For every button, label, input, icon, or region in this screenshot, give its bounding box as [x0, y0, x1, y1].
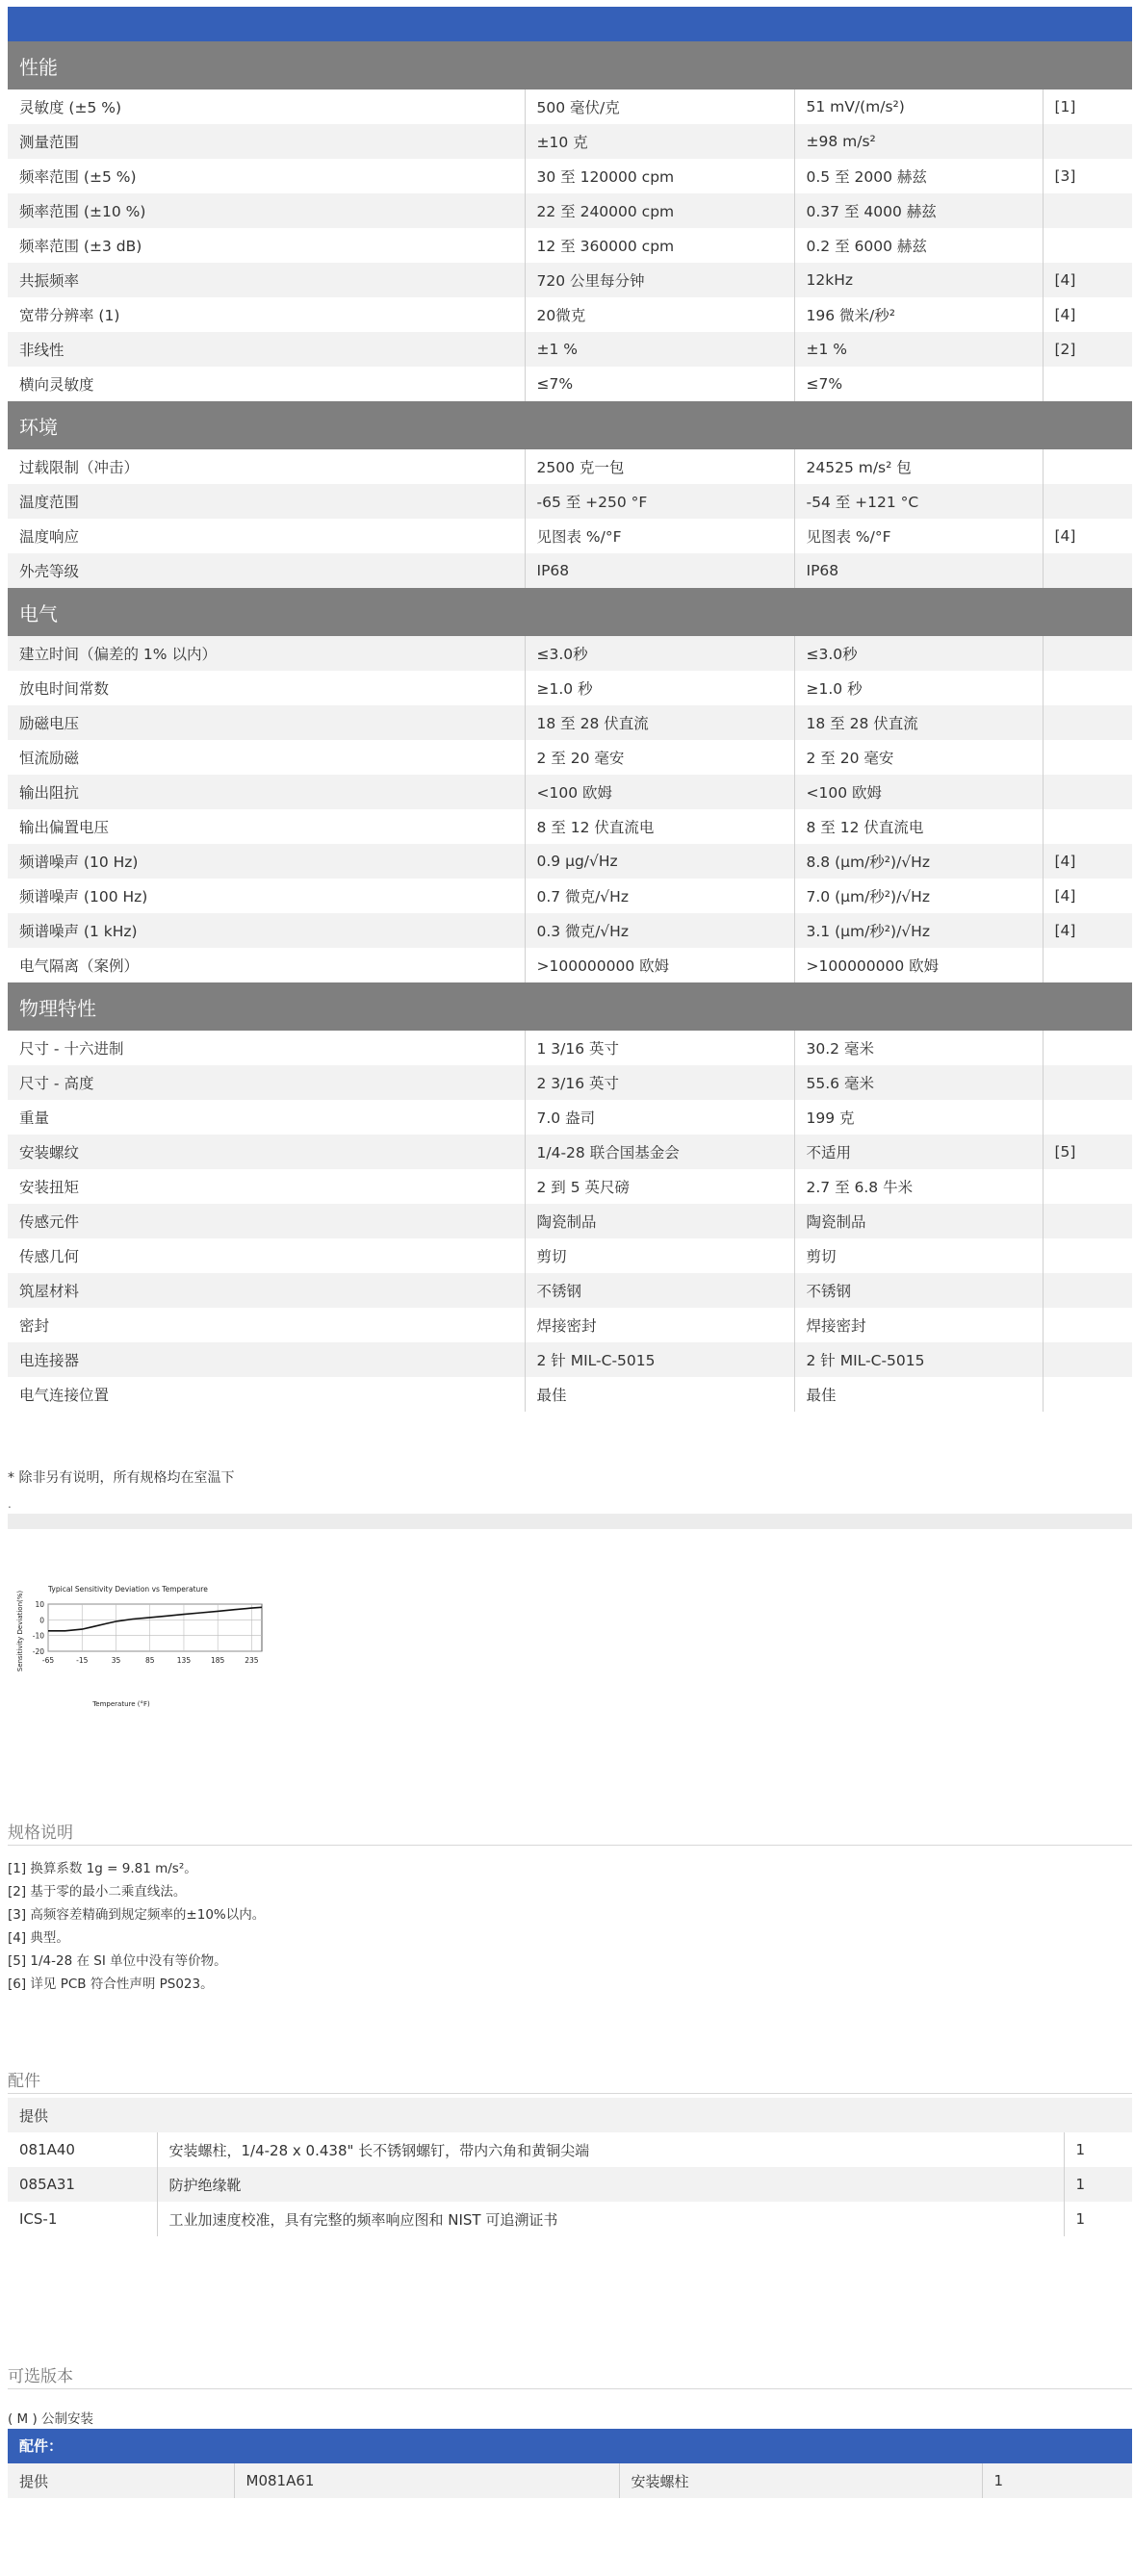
spec-notes-divider: [8, 1845, 1132, 1846]
spec-row: [8, 1204, 1132, 1238]
spec-label: 频谱噪声 (10 Hz): [8, 844, 525, 879]
spec-value-imperial: 0.7 微克/√Hz: [525, 879, 794, 913]
spec-note-ref: [2]: [1043, 332, 1132, 367]
spec-value-si: 18 至 28 伏直流: [794, 705, 1043, 740]
spec-value-si: 见图表 %/°F: [794, 519, 1043, 553]
spec-value-imperial: 见图表 %/°F: [525, 519, 794, 553]
spec-note: [6] 详见 PCB 符合性声明 PS023。: [8, 1977, 214, 1992]
spec-row: [8, 1169, 1132, 1204]
spec-label: 放电时间常数: [8, 671, 525, 705]
accessory-description: 工业加速度校准，具有完整的频率响应图和 NIST 可追溯证书: [157, 2202, 1064, 2236]
spec-note: [5] 1/4-28 在 SI 单位中没有等价物。: [8, 1953, 227, 1969]
spec-value-si: 0.5 至 2000 赫兹: [794, 159, 1043, 193]
spec-value-si: ≥1.0 秒: [794, 671, 1043, 705]
spec-value-si: 8.8 (μm/秒²)/√Hz: [794, 844, 1043, 879]
spec-row: [8, 705, 1132, 740]
spec-value-si: 30.2 毫米: [794, 1031, 1043, 1065]
x-tick-label: -15: [76, 1656, 89, 1665]
spec-label: 横向灵敏度: [8, 367, 525, 401]
spec-value-si: >100000000 欧姆: [794, 948, 1043, 982]
spec-note-ref: [1043, 705, 1132, 740]
spec-value-si: ±1 %: [794, 332, 1043, 367]
spec-value-si: 0.2 至 6000 赫兹: [794, 228, 1043, 263]
footnote: * 除非另有说明，所有规格均在室温下: [8, 1470, 235, 1486]
spec-value-si: ≤7%: [794, 367, 1043, 401]
spec-row: [8, 1377, 1132, 1412]
spec-note-ref: [1043, 671, 1132, 705]
spec-label: 频率范围 (±3 dB): [8, 228, 525, 263]
x-tick-label: 135: [176, 1656, 192, 1665]
spec-label: 安装螺纹: [8, 1135, 525, 1169]
spec-label: 重量: [8, 1100, 525, 1135]
spec-row: [8, 740, 1132, 775]
x-tick-label: 235: [245, 1656, 259, 1665]
spec-label: 频率范围 (±10 %): [8, 193, 525, 228]
spec-row: [8, 913, 1132, 948]
spec-value-imperial: 2 至 20 毫安: [525, 740, 794, 775]
section-header: 物理特性: [8, 982, 1132, 1031]
section-header: 性能: [8, 41, 1132, 89]
spec-value-si: ±98 m/s²: [794, 124, 1043, 159]
spec-row: [8, 519, 1132, 553]
spec-value-imperial: ≤7%: [525, 367, 794, 401]
series-line: [48, 1607, 262, 1631]
section-header: 环境: [8, 401, 1132, 449]
spec-note-ref: [1043, 636, 1132, 671]
spec-row: [8, 1031, 1132, 1065]
spec-label: 灵敏度 (±5 %): [8, 89, 525, 124]
spec-note-ref: [1043, 1204, 1132, 1238]
accessory-part-number: 081A40: [8, 2132, 157, 2167]
options-label: ( M ) 公制安装: [8, 2411, 94, 2427]
spec-row: [8, 484, 1132, 519]
accessory-part-number: ICS-1: [8, 2202, 157, 2236]
y-tick-label: 10: [35, 1600, 44, 1609]
spec-label: 传感几何: [8, 1238, 525, 1273]
spec-row: [8, 228, 1132, 263]
x-tick-label: 185: [211, 1656, 225, 1665]
options-bar: 配件：: [8, 2429, 1132, 2463]
spec-value-imperial: >100000000 欧姆: [525, 948, 794, 982]
spec-label: 筑屋材料: [8, 1273, 525, 1308]
spec-value-imperial: 最佳: [525, 1377, 794, 1412]
spec-note-ref: [1043, 193, 1132, 228]
spec-value-si: 199 克: [794, 1100, 1043, 1135]
spec-value-si: -54 至 +121 °C: [794, 484, 1043, 519]
y-tick-label: 0: [39, 1616, 44, 1625]
spec-row: [8, 1342, 1132, 1377]
spec-label: 输出阻抗: [8, 775, 525, 809]
spec-value-imperial: 2 针 MIL-C-5015: [525, 1342, 794, 1377]
spec-row: [8, 297, 1132, 332]
spec-value-si: 2 至 20 毫安: [794, 740, 1043, 775]
options-table: [8, 2463, 1132, 2498]
spec-table: [8, 41, 1132, 1412]
spec-label: 宽带分辨率 (1): [8, 297, 525, 332]
y-tick-label: -20: [32, 1647, 44, 1656]
accessory-description: 安装螺柱，1/4-28 x 0.438" 长不锈钢螺钉，带内六角和黄铜尖端: [157, 2132, 1064, 2167]
spec-value-imperial: 22 至 240000 cpm: [525, 193, 794, 228]
spec-label: 安装扭矩: [8, 1169, 525, 1204]
spec-notes-list: [8, 1857, 265, 1996]
spec-value-imperial: ≤3.0秒: [525, 636, 794, 671]
spec-value-imperial: 2 到 5 英尺磅: [525, 1169, 794, 1204]
x-tick-label: 35: [111, 1656, 121, 1665]
chart-frame: [48, 1604, 262, 1651]
accessory-row: [8, 2132, 1132, 2167]
spec-value-si: 8 至 12 伏直流电: [794, 809, 1043, 844]
spec-row: [8, 1135, 1132, 1169]
spec-value-imperial: <100 欧姆: [525, 775, 794, 809]
accessory-description: 防护绝缘靴: [157, 2167, 1064, 2202]
spec-value-si: 24525 m/s² 包: [794, 449, 1043, 484]
spec-note: [3] 高频容差精确到规定频率的±10%以内。: [8, 1907, 266, 1923]
accessories-divider: [8, 2093, 1132, 2094]
spec-value-si: 不锈钢: [794, 1273, 1043, 1308]
spec-value-imperial: 7.0 盎司: [525, 1100, 794, 1135]
spec-value-imperial: -65 至 +250 °F: [525, 484, 794, 519]
chart-ylabel: Sensitivity Deviation(%): [16, 1590, 24, 1672]
options-cell: 提供: [8, 2463, 234, 2498]
spec-value-si: 55.6 毫米: [794, 1065, 1043, 1100]
spec-label: 测量范围: [8, 124, 525, 159]
section-header: 电气: [8, 588, 1132, 636]
spec-note-ref: [1043, 228, 1132, 263]
options-qty: 1: [982, 2463, 1132, 2498]
spec-value-imperial: 30 至 120000 cpm: [525, 159, 794, 193]
spec-label: 密封: [8, 1308, 525, 1342]
spec-value-imperial: 20微克: [525, 297, 794, 332]
spec-label: 非线性: [8, 332, 525, 367]
spec-row: [8, 879, 1132, 913]
spec-value-imperial: 0.3 微克/√Hz: [525, 913, 794, 948]
spec-label: 共振频率: [8, 263, 525, 297]
top-banner: [8, 7, 1132, 41]
spec-value-imperial: ≥1.0 秒: [525, 671, 794, 705]
accessory-row: [8, 2167, 1132, 2202]
chart-title: Typical Sensitivity Deviation vs Temperature: [48, 1585, 208, 1594]
spec-value-imperial: 8 至 12 伏直流电: [525, 809, 794, 844]
spec-label: 频谱噪声 (1 kHz): [8, 913, 525, 948]
spec-row: [8, 809, 1132, 844]
spec-label: 传感元件: [8, 1204, 525, 1238]
accessory-row: [8, 2202, 1132, 2236]
spec-label: 温度响应: [8, 519, 525, 553]
spec-note: [4] 典型。: [8, 1930, 69, 1946]
spec-value-imperial: 720 公里每分钟: [525, 263, 794, 297]
spec-value-si: 3.1 (μm/秒²)/√Hz: [794, 913, 1043, 948]
spec-row: [8, 1100, 1132, 1135]
spec-label: 温度范围: [8, 484, 525, 519]
spec-value-si: 陶瓷制品: [794, 1204, 1043, 1238]
spec-note: [1] 换算系数 1g = 9.81 m/s²。: [8, 1861, 197, 1876]
spec-label: 尺寸 - 高度: [8, 1065, 525, 1100]
spec-row: [8, 775, 1132, 809]
spec-note-ref: [4]: [1043, 263, 1132, 297]
spec-value-imperial: 1/4-28 联合国基金会: [525, 1135, 794, 1169]
spec-note-ref: [1043, 1065, 1132, 1100]
x-tick-label: -65: [41, 1656, 55, 1665]
spec-note-ref: [1043, 367, 1132, 401]
spec-value-imperial: ±1 %: [525, 332, 794, 367]
spec-note: [2] 基于零的最小二乘直线法。: [8, 1884, 187, 1900]
spec-note-ref: [4]: [1054, 527, 1076, 545]
spec-row: [8, 1273, 1132, 1308]
spec-value-imperial: 2500 克一包: [525, 449, 794, 484]
spec-value-si: <100 欧姆: [794, 775, 1043, 809]
spec-value-si: 不适用: [794, 1135, 1043, 1169]
spec-row: [8, 844, 1132, 879]
spec-label: 励磁电压: [8, 705, 525, 740]
sensitivity-temperature-chart: [13, 1583, 273, 1708]
spec-value-si: ≤3.0秒: [794, 636, 1043, 671]
spec-label: 频率范围 (±5 %): [8, 159, 525, 193]
spec-note-ref: [4]: [1054, 887, 1076, 905]
options-cell: 安装螺柱: [619, 2463, 982, 2498]
spec-value-si: 焊接密封: [794, 1308, 1043, 1342]
spec-note-ref: [1043, 740, 1132, 775]
spec-value-imperial: 不锈钢: [525, 1273, 794, 1308]
spec-note-ref: [1]: [1054, 98, 1076, 115]
spec-label: 过载限制（冲击）: [8, 449, 525, 484]
spec-value-imperial: 剪切: [525, 1238, 794, 1273]
y-tick-label: -10: [32, 1631, 44, 1641]
accessories-header: 提供: [8, 2098, 1132, 2132]
chart-xlabel: Temperature (°F): [92, 1700, 150, 1708]
divider-bar: [8, 1514, 1132, 1529]
spec-label: 电气连接位置: [8, 1377, 525, 1412]
spec-value-imperial: 500 毫伏/克: [525, 89, 794, 124]
spec-note-ref: [1043, 553, 1132, 588]
spec-note-ref: [1043, 449, 1132, 484]
spec-value-si: 2.7 至 6.8 牛米: [794, 1169, 1043, 1204]
spec-value-si: 最佳: [794, 1377, 1043, 1412]
spec-note-ref: [1043, 1238, 1132, 1273]
spec-note-ref: [1043, 1308, 1132, 1342]
x-tick-label: 85: [144, 1656, 155, 1665]
spec-row: [8, 332, 1132, 367]
spec-row: [8, 553, 1132, 588]
spec-row: [8, 1238, 1132, 1273]
spec-note-ref: [4]: [1054, 306, 1076, 323]
accessory-qty: 1: [1075, 2210, 1086, 2228]
spec-row: [8, 367, 1132, 401]
spec-value-imperial: IP68: [525, 553, 794, 588]
footnote-dot: .: [8, 1497, 12, 1511]
spec-value-si: IP68: [794, 553, 1043, 588]
accessory-qty: 1: [1064, 2167, 1132, 2202]
spec-note-ref: [1043, 124, 1132, 159]
spec-label: 电连接器: [8, 1342, 525, 1377]
spec-label: 尺寸 - 十六进制: [8, 1031, 525, 1065]
spec-value-imperial: 2 3/16 英寸: [525, 1065, 794, 1100]
spec-row: [8, 1065, 1132, 1100]
spec-notes-title: 规格说明: [8, 1824, 73, 1843]
spec-label: 恒流励磁: [8, 740, 525, 775]
accessories-title: 配件: [8, 2072, 40, 2091]
spec-value-si: 0.37 至 4000 赫兹: [794, 193, 1043, 228]
spec-row: [8, 193, 1132, 228]
spec-label: 电气隔离（案例）: [8, 948, 525, 982]
spec-value-imperial: 陶瓷制品: [525, 1204, 794, 1238]
spec-note-ref: [1043, 948, 1132, 982]
options-divider: [8, 2388, 1132, 2389]
spec-value-si: 7.0 (μm/秒²)/√Hz: [794, 879, 1043, 913]
spec-value-si: 12kHz: [794, 263, 1043, 297]
spec-note-ref: [1043, 1031, 1132, 1065]
spec-value-si: 51 mV/(m/s²): [794, 89, 1043, 124]
spec-label: 频谱噪声 (100 Hz): [8, 879, 525, 913]
spec-value-si: 2 针 MIL-C-5015: [794, 1342, 1043, 1377]
spec-label: 建立时间（偏差的 1% 以内）: [8, 636, 525, 671]
spec-row: [8, 159, 1132, 193]
spec-row: [8, 89, 1132, 124]
spec-note-ref: [1043, 1273, 1132, 1308]
spec-row: [8, 124, 1132, 159]
spec-note-ref: [4]: [1043, 844, 1132, 879]
spec-value-imperial: 18 至 28 伏直流: [525, 705, 794, 740]
spec-value-imperial: 12 至 360000 cpm: [525, 228, 794, 263]
spec-value-imperial: 1 3/16 英寸: [525, 1031, 794, 1065]
spec-note-ref: [5]: [1043, 1135, 1132, 1169]
spec-label: 外壳等级: [8, 553, 525, 588]
spec-note-ref: [1043, 809, 1132, 844]
spec-row: [8, 948, 1132, 982]
accessories-table: [8, 2098, 1132, 2236]
accessory-part-number: 085A31: [8, 2167, 157, 2202]
spec-value-imperial: 0.9 μg/√Hz: [525, 844, 794, 879]
options-title: 可选版本: [8, 2367, 73, 2386]
spec-note-ref: [1043, 1377, 1132, 1412]
spec-value-si: 196 微米/秒²: [794, 297, 1043, 332]
spec-row: [8, 449, 1132, 484]
spec-row: [8, 636, 1132, 671]
spec-label: 输出偏置电压: [8, 809, 525, 844]
spec-value-imperial: 焊接密封: [525, 1308, 794, 1342]
spec-note-ref: [4]: [1043, 913, 1132, 948]
spec-note-ref: [1043, 1342, 1132, 1377]
spec-note-ref: [1043, 484, 1132, 519]
spec-note-ref: [1043, 775, 1132, 809]
spec-value-si: 剪切: [794, 1238, 1043, 1273]
spec-note-ref: [1043, 1169, 1132, 1204]
spec-note-ref: [1043, 1100, 1132, 1135]
spec-row: [8, 263, 1132, 297]
options-part-number: M081A61: [234, 2463, 619, 2498]
accessory-qty: 1: [1075, 2141, 1086, 2158]
spec-row: [8, 1308, 1132, 1342]
spec-row: [8, 671, 1132, 705]
spec-value-imperial: ±10 克: [525, 124, 794, 159]
spec-note-ref: [3]: [1054, 167, 1076, 185]
